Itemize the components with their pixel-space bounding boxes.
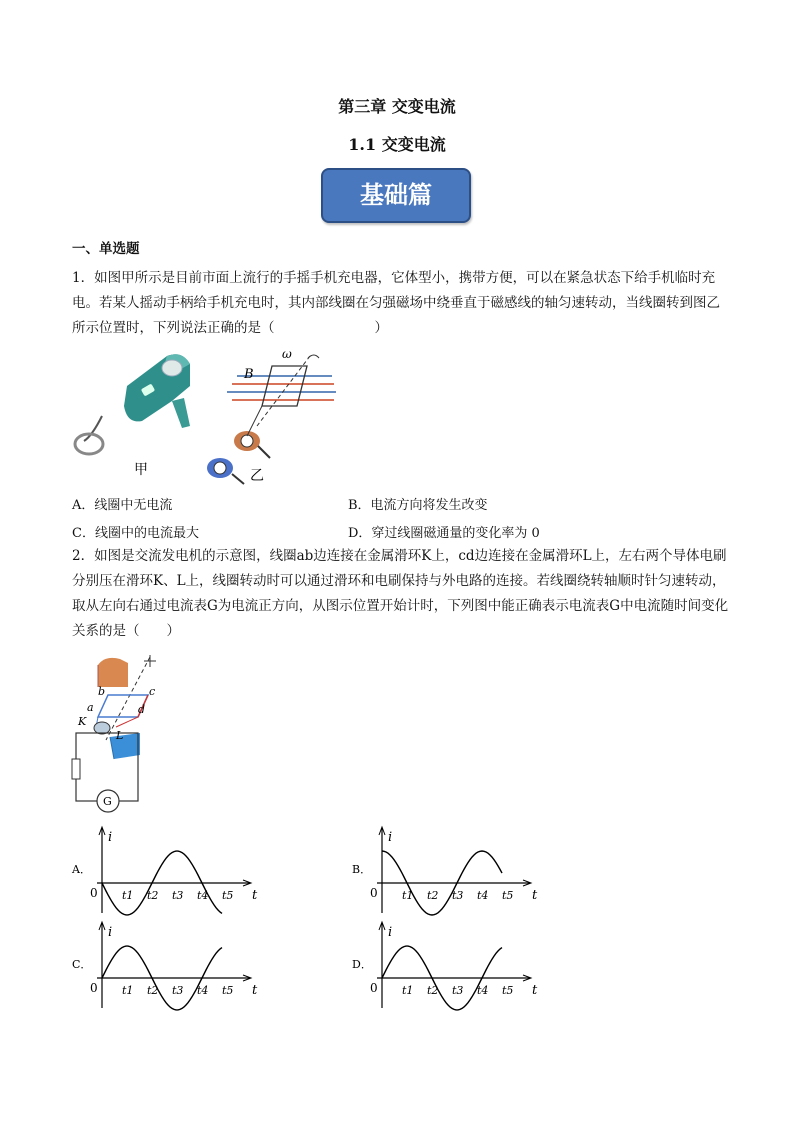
label-c: c: [149, 685, 156, 698]
lesson-title: 1.1 交变电流: [348, 135, 446, 154]
chapter-title: 第三章 交变电流: [338, 97, 456, 116]
question-1: [72, 266, 732, 341]
label-B: B: [244, 367, 254, 382]
label-L: L: [116, 729, 124, 742]
graph-c-tick-4: t4: [197, 984, 209, 997]
label-K: K: [78, 715, 87, 728]
graph-c-origin: 0: [90, 981, 98, 995]
graph-b-origin: 0: [370, 886, 378, 900]
graph-a-tick-2: t2: [147, 889, 159, 902]
q1-figure: [72, 346, 372, 486]
question-2-text: 2．如图是交流发电机的示意图，线圈ab边连接在金属滑环K上，cd边连接在金属滑环L上，左右两个导体电刷分别压在滑环K、L上，线圈转动时可以通过滑环和电刷保持与外电路的连接。若线圈绕转轴顺时针匀速转动，取从左向右通过电流表G为电流正方向，从图示位置开始计时，下列图中能正确表示电流表G中电流随时间变化关系的是（ ）: [72, 548, 729, 639]
coil-in-field-diagram: [207, 355, 336, 484]
level-badge: 基础篇: [321, 168, 471, 223]
graph-b-tick-4: t4: [477, 889, 489, 902]
graph-d-tick-2: t2: [427, 984, 439, 997]
graph-c-x-label: t: [252, 983, 258, 998]
section-title: 一、单选题: [72, 241, 140, 257]
graph-d-y-label: i: [388, 925, 393, 940]
graph-a-tick-5: t5: [222, 889, 234, 902]
graph-b-tick-1: t1: [402, 889, 414, 902]
graph-b-x-label: t: [532, 888, 538, 903]
label-yi: 乙: [250, 468, 264, 484]
question-1-text: 1．如图甲所示是目前市面上流行的手摇手机充电器，它体型小，携带方便，可以在紧急状态下给手机临时充电。若某人摇动手柄给手机充电时，其内部线圈在匀强磁场中绕垂直于磁感线的轴匀速转动，当线圈转到图乙所示位置时，下列说法正确的是（: [72, 270, 720, 336]
graph-a-tick-3: t3: [172, 889, 184, 902]
answer-graphs: [72, 820, 538, 1020]
graph-a-tick-4: t4: [197, 889, 209, 902]
graph-c-tick-3: t3: [172, 984, 184, 997]
q1-option-d[interactable]: D．穿过线圈磁通量的变化率为 0: [348, 526, 540, 541]
q1-option-a[interactable]: A．线圈中无电流: [72, 498, 173, 513]
graph-a-x-label: t: [252, 888, 258, 903]
label-omega: ω: [282, 347, 292, 361]
hand-crank-charger-illustration: [75, 354, 190, 454]
graph-c-tick-2: t2: [147, 984, 159, 997]
graph-b-label[interactable]: B．: [352, 863, 372, 876]
graph-d-x-label: t: [532, 983, 538, 998]
question-1-close: ）: [374, 320, 388, 336]
label-b: b: [98, 685, 106, 698]
q1-option-b[interactable]: B．电流方向将发生改变: [348, 498, 488, 513]
graph-b-y-label: i: [388, 830, 393, 845]
graph-c-tick-5: t5: [222, 984, 234, 997]
graph-d-label[interactable]: D．: [352, 958, 372, 971]
graph-c-tick-1: t1: [122, 984, 134, 997]
graph-d-tick-4: t4: [477, 984, 489, 997]
graph-b-tick-5: t5: [502, 889, 514, 902]
label-G: G: [103, 795, 112, 808]
graph-a-origin: 0: [90, 886, 98, 900]
graph-b-tick-2: t2: [427, 889, 439, 902]
label-d: d: [138, 703, 146, 716]
graph-a-y-label: i: [108, 830, 113, 845]
graph-c-y-label: i: [108, 925, 113, 940]
graph-a-tick-1: t1: [122, 889, 134, 902]
graph-d-origin: 0: [370, 981, 378, 995]
label-jia: 甲: [134, 462, 148, 478]
graph-d-tick-3: t3: [452, 984, 464, 997]
graph-d-tick-1: t1: [402, 984, 414, 997]
label-a: a: [87, 701, 94, 714]
question-2: [72, 544, 732, 644]
graph-d-tick-5: t5: [502, 984, 514, 997]
generator-figure: [70, 655, 180, 815]
graph-a-label[interactable]: A．: [72, 863, 91, 876]
graph-c-label[interactable]: C．: [72, 958, 92, 971]
q1-option-c[interactable]: C．线圈中的电流最大: [72, 526, 199, 541]
graph-b-tick-3: t3: [452, 889, 464, 902]
